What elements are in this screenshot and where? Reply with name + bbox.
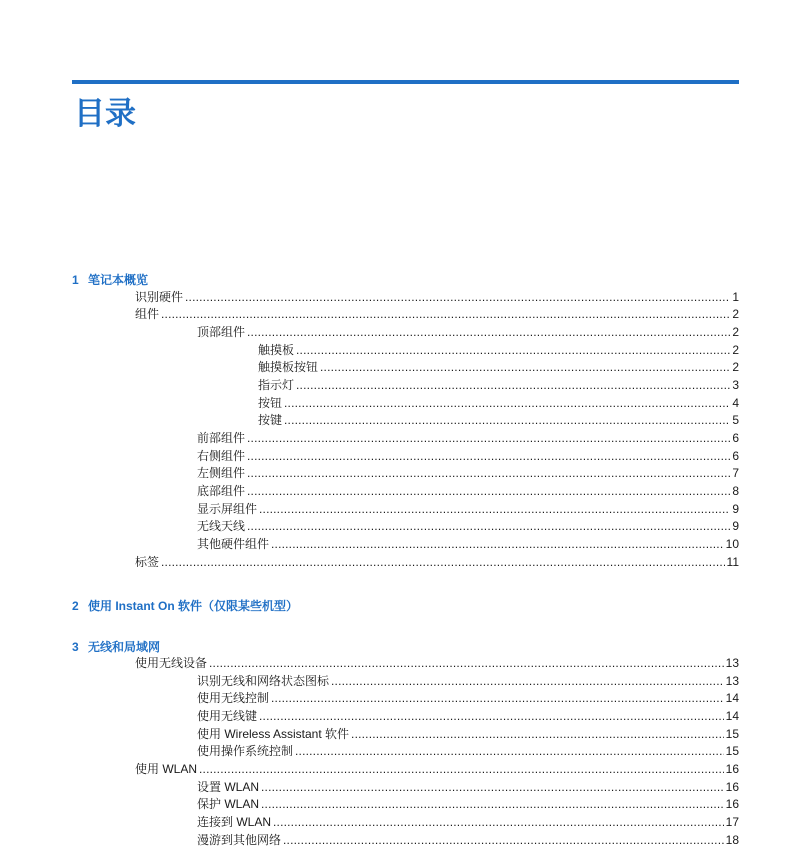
dot-leader <box>295 743 724 760</box>
dot-leader <box>283 832 724 849</box>
dot-leader <box>161 306 730 323</box>
toc-entry-label: 显示屏组件 <box>197 502 258 516</box>
toc-entry-label: 使用无线控制 <box>197 691 270 705</box>
toc-entry-label: 识别硬件 <box>135 290 184 304</box>
page-title: 目录 <box>74 96 136 131</box>
toc-entry-label: 保护 WLAN <box>197 797 260 811</box>
toc-entry-label: 设置 WLAN <box>197 780 260 794</box>
toc-entry[interactable] <box>135 554 739 571</box>
toc-page-number: 3 <box>732 378 739 392</box>
toc-page-number: 2 <box>732 343 739 357</box>
toc-page-number: 9 <box>732 519 739 533</box>
toc-entry[interactable] <box>197 673 739 690</box>
toc-entry[interactable] <box>197 501 739 518</box>
toc-page-number: 14 <box>725 709 739 723</box>
toc-entry-label: 左侧组件 <box>197 466 246 480</box>
toc-entry-label: 顶部组件 <box>197 325 246 339</box>
toc-entry-label: 其他硬件组件 <box>197 537 270 551</box>
toc-entry[interactable] <box>135 655 739 672</box>
toc-entry[interactable] <box>197 465 739 482</box>
dot-leader <box>284 412 730 429</box>
toc-entry[interactable] <box>197 726 739 743</box>
dot-leader <box>261 779 724 796</box>
toc-page-number: 16 <box>725 780 739 794</box>
chapter-number: 1 <box>72 273 79 287</box>
chapter-number: 3 <box>72 640 79 654</box>
toc-entry-label: 使用操作系统控制 <box>197 744 294 758</box>
dot-leader <box>247 465 730 482</box>
toc-entry-label: 前部组件 <box>197 431 246 445</box>
toc-entry-label: 漫游到其他网络 <box>197 833 282 847</box>
chapter-title: 无线和局域网 <box>88 640 161 654</box>
toc-entry-label: 标签 <box>135 555 160 569</box>
dot-leader <box>209 655 724 672</box>
toc-entry-label: 连接到 WLAN <box>197 815 272 829</box>
toc-entry[interactable] <box>197 430 739 447</box>
toc-page-number: 6 <box>732 431 739 445</box>
toc-chapter-2[interactable] <box>72 597 298 614</box>
toc-page-number: 10 <box>725 537 739 551</box>
toc-page-number: 15 <box>725 744 739 758</box>
toc-page-number: 2 <box>732 325 739 339</box>
dot-leader <box>247 483 730 500</box>
toc-entry-label: 使用无线键 <box>197 709 258 723</box>
toc-entry-label: 右侧组件 <box>197 449 246 463</box>
toc-entry-label: 底部组件 <box>197 484 246 498</box>
toc-entry[interactable] <box>197 796 739 813</box>
dot-leader <box>320 359 730 376</box>
chapter-title: 使用 Instant On 软件（仅限某些机型） <box>88 599 299 613</box>
toc-page-number: 9 <box>732 502 739 516</box>
toc-page-number: 2 <box>732 307 739 321</box>
toc-entry-label: 使用 WLAN <box>135 762 198 776</box>
dot-leader <box>259 708 724 725</box>
toc-entry[interactable] <box>197 779 739 796</box>
toc-entry[interactable] <box>258 342 739 359</box>
dot-leader <box>296 342 730 359</box>
toc-page-number: 18 <box>725 833 739 847</box>
toc-entry[interactable] <box>197 536 739 553</box>
toc-page-number: 6 <box>732 449 739 463</box>
dot-leader <box>331 673 724 690</box>
toc-page-number: 2 <box>732 360 739 374</box>
dot-leader <box>271 536 724 553</box>
dot-leader <box>296 377 730 394</box>
toc-entry-label: 触摸板 <box>258 343 295 357</box>
toc-entry-label: 使用无线设备 <box>135 656 208 670</box>
toc-page-number: 5 <box>732 413 739 427</box>
toc-page-number: 13 <box>725 674 739 688</box>
toc-entry[interactable] <box>135 306 739 323</box>
toc-entry[interactable] <box>135 289 739 306</box>
toc-chapter-1[interactable] <box>72 271 148 288</box>
toc-entry[interactable] <box>197 448 739 465</box>
toc-entry[interactable] <box>258 377 739 394</box>
toc-page-number: 4 <box>732 396 739 410</box>
dot-leader <box>273 814 724 831</box>
dot-leader <box>247 324 730 341</box>
toc-entry[interactable] <box>135 761 739 778</box>
toc-entry[interactable] <box>197 743 739 760</box>
toc-entry[interactable] <box>197 708 739 725</box>
toc-chapter-3[interactable] <box>72 638 160 655</box>
toc-page-number: 16 <box>725 762 739 776</box>
toc-entry[interactable] <box>258 412 739 429</box>
toc-entry-label: 触摸板按钮 <box>258 360 319 374</box>
toc-entry-label: 使用 Wireless Assistant 软件 <box>197 727 350 741</box>
toc-entry[interactable] <box>258 395 739 412</box>
dot-leader <box>247 518 730 535</box>
toc-page-number: 8 <box>732 484 739 498</box>
toc-entry[interactable] <box>197 832 739 849</box>
dot-leader <box>259 501 730 518</box>
toc-entry[interactable] <box>258 359 739 376</box>
toc-page-number: 1 <box>732 290 739 304</box>
dot-leader <box>199 761 724 778</box>
toc-entry-label: 指示灯 <box>258 378 295 392</box>
toc-page-number: 11 <box>726 555 739 569</box>
dot-leader <box>271 690 724 707</box>
toc-entry[interactable] <box>197 324 739 341</box>
toc-entry[interactable] <box>197 483 739 500</box>
toc-entry-label: 按键 <box>258 413 283 427</box>
toc-page-number: 7 <box>732 466 739 480</box>
toc-entry-label: 按钮 <box>258 396 283 410</box>
dot-leader <box>247 448 730 465</box>
toc-entry-label: 无线天线 <box>197 519 246 533</box>
toc-page-number: 17 <box>725 815 739 829</box>
dot-leader <box>185 289 730 306</box>
toc-page-number: 16 <box>725 797 739 811</box>
dot-leader <box>247 430 730 447</box>
toc-page-number: 14 <box>725 691 739 705</box>
toc-entry-label: 识别无线和网络状态图标 <box>197 674 330 688</box>
chapter-title: 笔记本概览 <box>88 273 149 287</box>
dot-leader <box>261 796 724 813</box>
dot-leader <box>284 395 730 412</box>
toc-entry[interactable] <box>197 814 739 831</box>
toc-entry-label: 组件 <box>135 307 160 321</box>
toc-entry[interactable] <box>197 690 739 707</box>
toc-entry[interactable] <box>197 518 739 535</box>
chapter-number: 2 <box>72 599 79 613</box>
toc-page-number: 13 <box>725 656 739 670</box>
toc-page-number: 15 <box>725 727 739 741</box>
dot-leader <box>351 726 724 743</box>
header-rule <box>72 80 739 84</box>
dot-leader <box>161 554 725 571</box>
